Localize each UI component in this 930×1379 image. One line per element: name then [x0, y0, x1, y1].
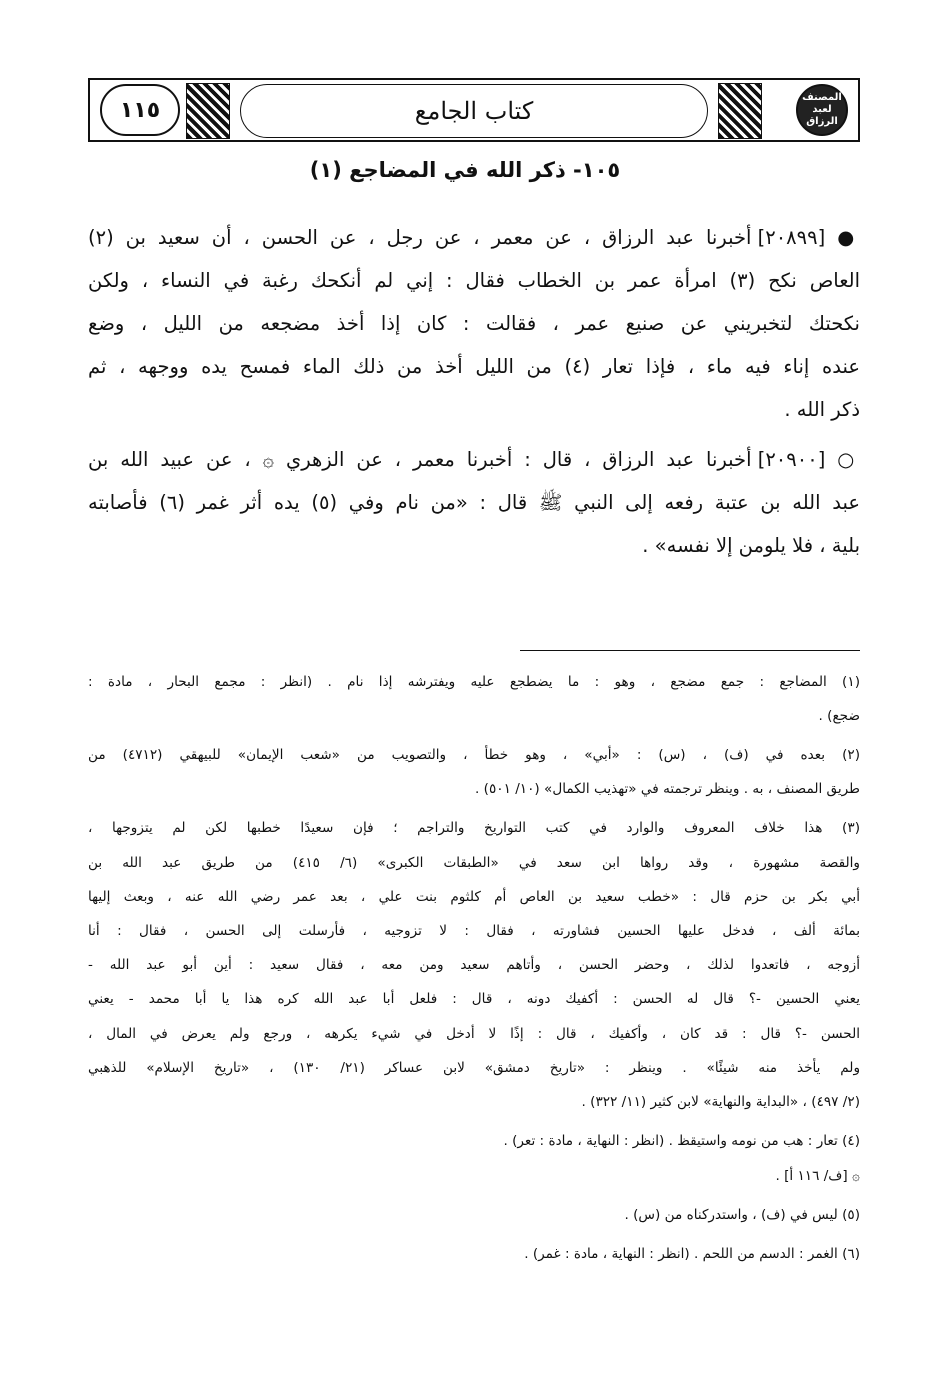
- footnote-line: أزوجه ، فاتعدوا لذلك ، وحضر الحسن ، وأتاهم سعيد ومن معه ، فقال سعيد : أين أبو عبد الله -: [88, 957, 860, 973]
- hadith-line: ○ [٢٠٩٠٠] أخبرنا عبد الرزاق ، قال : أخبرنا معمر ، عن الزهري ۞ ، عن عبيد الله بن: [88, 448, 860, 471]
- footnote-line: (٢) بعده في (ف) ، (س) : «أبي» ، وهو خطأ ، والتصويب من «شعب الإيمان» للبيهقي (٤٧١٢) من: [88, 747, 861, 763]
- hadith-line: نكحتك لتخبريني عن صنيع عمر ، فقالت : كان إذا أخذ مضجعه من الليل ، وضع: [88, 312, 860, 335]
- book-title: كتاب الجامع: [240, 84, 708, 138]
- running-header: [88, 78, 860, 142]
- footnote-line: (٢/ ٤٩٧) ، «البداية والنهاية» لابن كثير (١١/ ٣٢٢) .: [581, 1094, 860, 1110]
- footnote-line: ۞ [ف/ ١١٦ أ] .: [775, 1168, 860, 1184]
- chapter-title: ١٠٥- ذكر الله في المضاجع (١): [309, 158, 621, 182]
- hadith-line: العاص نكح (٣) امرأة عمر بن الخطاب فقال : إني لم أنكحك رغبة في النساء ، ولكن: [88, 269, 860, 292]
- ornament: [718, 83, 762, 139]
- footnote-line: ضجع) .: [818, 708, 860, 724]
- footnote-line: ولم يأخذ منه شيئًا» . وينظر : «تاريخ دمشق» لابن عساكر (٢١/ ١٣٠) ، «تاريخ الإسلام» للذهبي: [88, 1060, 861, 1076]
- footnote-line: (٥) ليس في (ف) ، واستدركناه من (س) .: [624, 1207, 860, 1223]
- footnote-line: أبي بكر بن حزم قال : «خطب سعيد بن العاص أم كلثوم بنت علي ، بعد عمر رضي الله عنه ، وبعث إليها: [88, 889, 860, 905]
- footnote-line: طريق المصنف ، به . وينظر ترجمته في «تهذيب الكمال» (١٠/ ٥٠١) .: [475, 781, 860, 797]
- hadith-line: بلية ، فلا يلومن إلا نفسه» .: [642, 534, 860, 557]
- footnote-line: (٣) هذا خلاف المعروف والوارد في كتب التواريخ والتراجم ؛ فإن سعيدًا خطبها لكن لم يتزوجها ،: [88, 820, 860, 836]
- footnote-line: (٦) الغمر : الدسم من اللحم . (انظر : النهاية ، مادة : غمر) .: [524, 1246, 860, 1262]
- hadith-line: ● [٢٠٨٩٩] أخبرنا عبد الرزاق ، عن معمر ، عن رجل ، عن الحسن ، أن سعيد بن (٢): [88, 226, 860, 249]
- page-number: ١١٥: [100, 84, 180, 136]
- hadith-line: عبد الله بن عتبة رفعه إلى النبي ﷺ قال : «من نام وفي (٥) يده أثر غمر (٦) فأصابته: [88, 491, 860, 514]
- footnote-divider: [520, 650, 860, 651]
- footnote-line: (٤) تعار : هب من نومه واستيقظ . (انظر : النهاية ، مادة : تعر) .: [503, 1133, 860, 1149]
- footnote-line: يعني الحسين -؟ قال له الحسن : أكفيك دونه ، قال : فلعل أبا عبد الله كره هذا يا أبا محمد - يعني: [88, 991, 860, 1007]
- ornament: [186, 83, 230, 139]
- footnote-line: بمائة ألف ، فدخل عليها الحسين فشاورته ، فقال : لا تزوجيه ، فأرسلت إلى الحسن ، فقال : أنا: [88, 923, 860, 939]
- hadith-line: عنده إناء فيه ماء ، فإذا تعار (٤) من الليل أخذ من ذلك الماء فمسح يده ووجهه ، ثم: [88, 355, 860, 378]
- footnote-line: الحسن -؟ قال : قد كان ، وأكفيك ، قال : إذًا لا أدخل في شيء يكرهه ، ورجع ولم يعرض في المال ،: [88, 1026, 860, 1042]
- hadith-line: ذكر الله .: [784, 398, 860, 421]
- footnote-line: (١) المضاجع : جمع مضجع ، وهو : ما يضطجع عليه ويفترشه إذا نام . (انظر : مجمع البحار ، مادة :: [88, 674, 860, 690]
- book-logo: المصنف لعبد الرزاق: [796, 84, 848, 136]
- footnote-line: والقصة مشهورة ، وقد رواها ابن سعد في «الطبقات الكبرى» (٦/ ٤١٥) من طريق عبد الله بن: [88, 855, 860, 871]
